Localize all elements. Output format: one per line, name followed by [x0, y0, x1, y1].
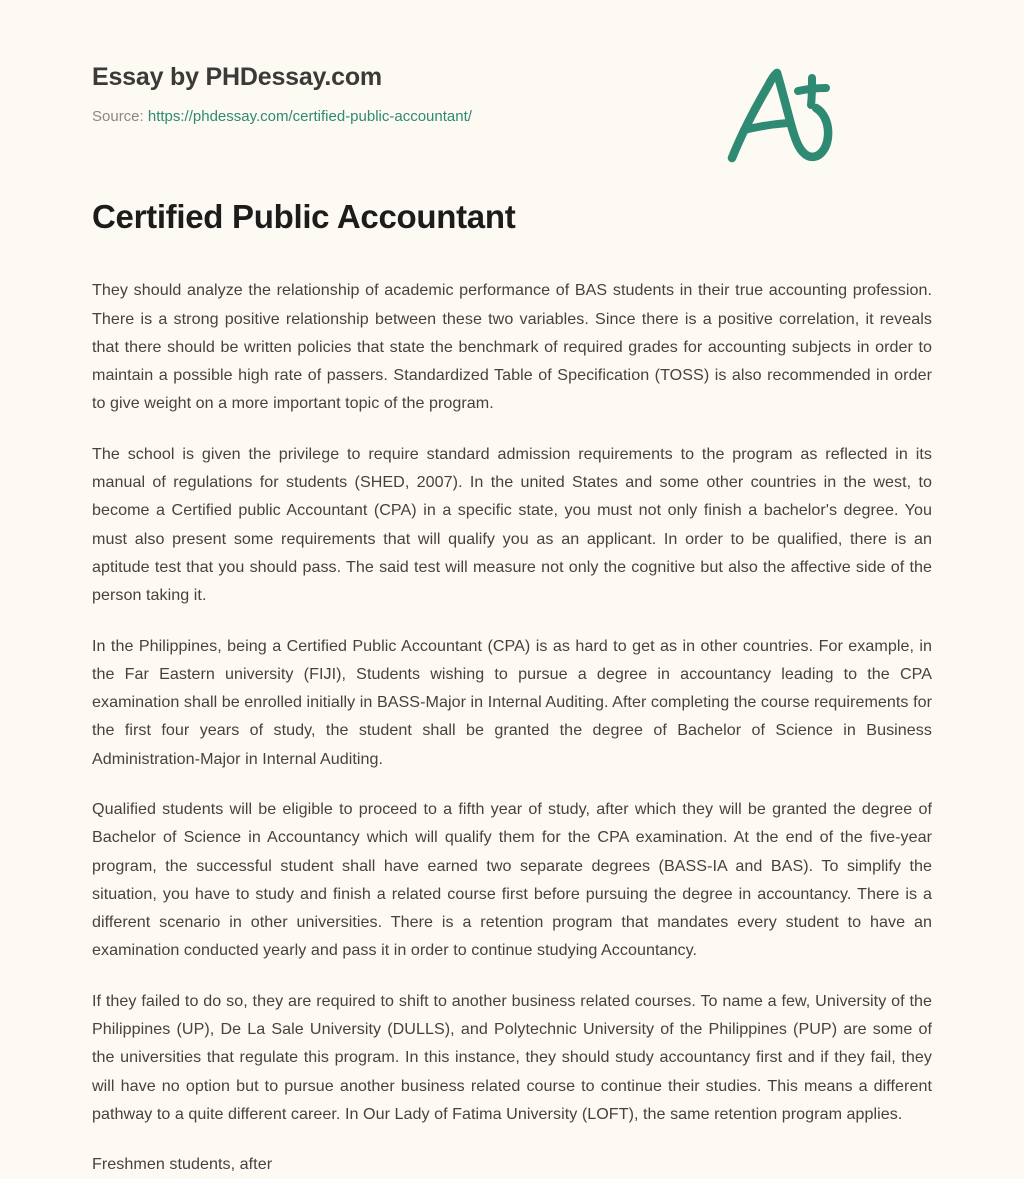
body-paragraph: They should analyze the relationship of academic performance of BAS students in their true accounting profession. There is a strong positive relationship between these two variables. Since there is a positive correlation, it reveals that there should be written policies that state the benchmark of required grades for accounting subjects in order to maintain a possible high rate of passers. Standardized Table of Specification (TOSS) is also recommended in order to give weight on a more important topic of the program.: [92, 281, 932, 413]
body-paragraph: In the Philippines, being a Certified Public Accountant (CPA) is as hard to get as in other countries. For example, in the Far Eastern university (FIJI), Students wishing to pursue a degree in accountancy leading to the CPA examination shall be enrolled initially in BASS-Major in Internal Auditing. After completing the course requirements for the first four years of study, the student shall be granted the degree of Bachelor of Science in Business Administration-Major in Internal Auditing.: [92, 636, 932, 768]
brand-title: Essay by PHDessay.com: [92, 63, 382, 91]
body-paragraph: Qualified students will be eligible to proceed to a fifth year of study, after which they will be granted the degree of Bachelor of Science in Accountancy which will qualify them for the CPA examination. At the end of the five-year program, the successful student shall have earned two separate degrees (BASS-IA and BAS). To simplify the situation, you have to study and finish a related course first before pursuing the degree in accountancy. There is a different scenario in other universities. There is a retention program that mandates every student to have an examination conducted yearly and pass it in order to continue studying Accountancy.: [92, 800, 932, 960]
essay-body: [92, 237, 932, 1178]
body-paragraph: The school is given the privilege to require standard admission requirements to the program as reflected in its manual of regulations for students (SHED, 2007). In the united States and some other countries in the west, to become a Certified public Accountant (CPA) in a specific state, you must not only finish a bachelor's degree. You must also present some requirements that will qualify you as an applicant. In order to be qualified, there is an aptitude test that you should pass. The said test will measure not only the cognitive but also the affective side of the person taking it.: [92, 444, 932, 605]
body-paragraph: If they failed to do so, they are required to shift to another business related courses. To name a few, University of the Philippines (UP), De La Sale University (DULLS), and Polytechnic University of the Philippines (PUP) are some of the universities that regulate this program. In this instance, they should study accountancy first and if they fail, they will have no option but to pursue another business related course to continue their studies. This means a different pathway to a quite different career. In Our Lady of Fatima University (LOFT), the same retention program applies.: [92, 991, 932, 1123]
body-paragraph: Freshmen students, after: [92, 1155, 273, 1174]
page-title: Certified Public Accountant: [92, 198, 516, 235]
page-header: [92, 0, 932, 125]
source-label: Source:: [92, 108, 144, 125]
a-plus-logo-icon: [724, 64, 840, 164]
source-url-link[interactable]: https://phdessay.com/certified-public-accountant/: [147, 108, 472, 125]
